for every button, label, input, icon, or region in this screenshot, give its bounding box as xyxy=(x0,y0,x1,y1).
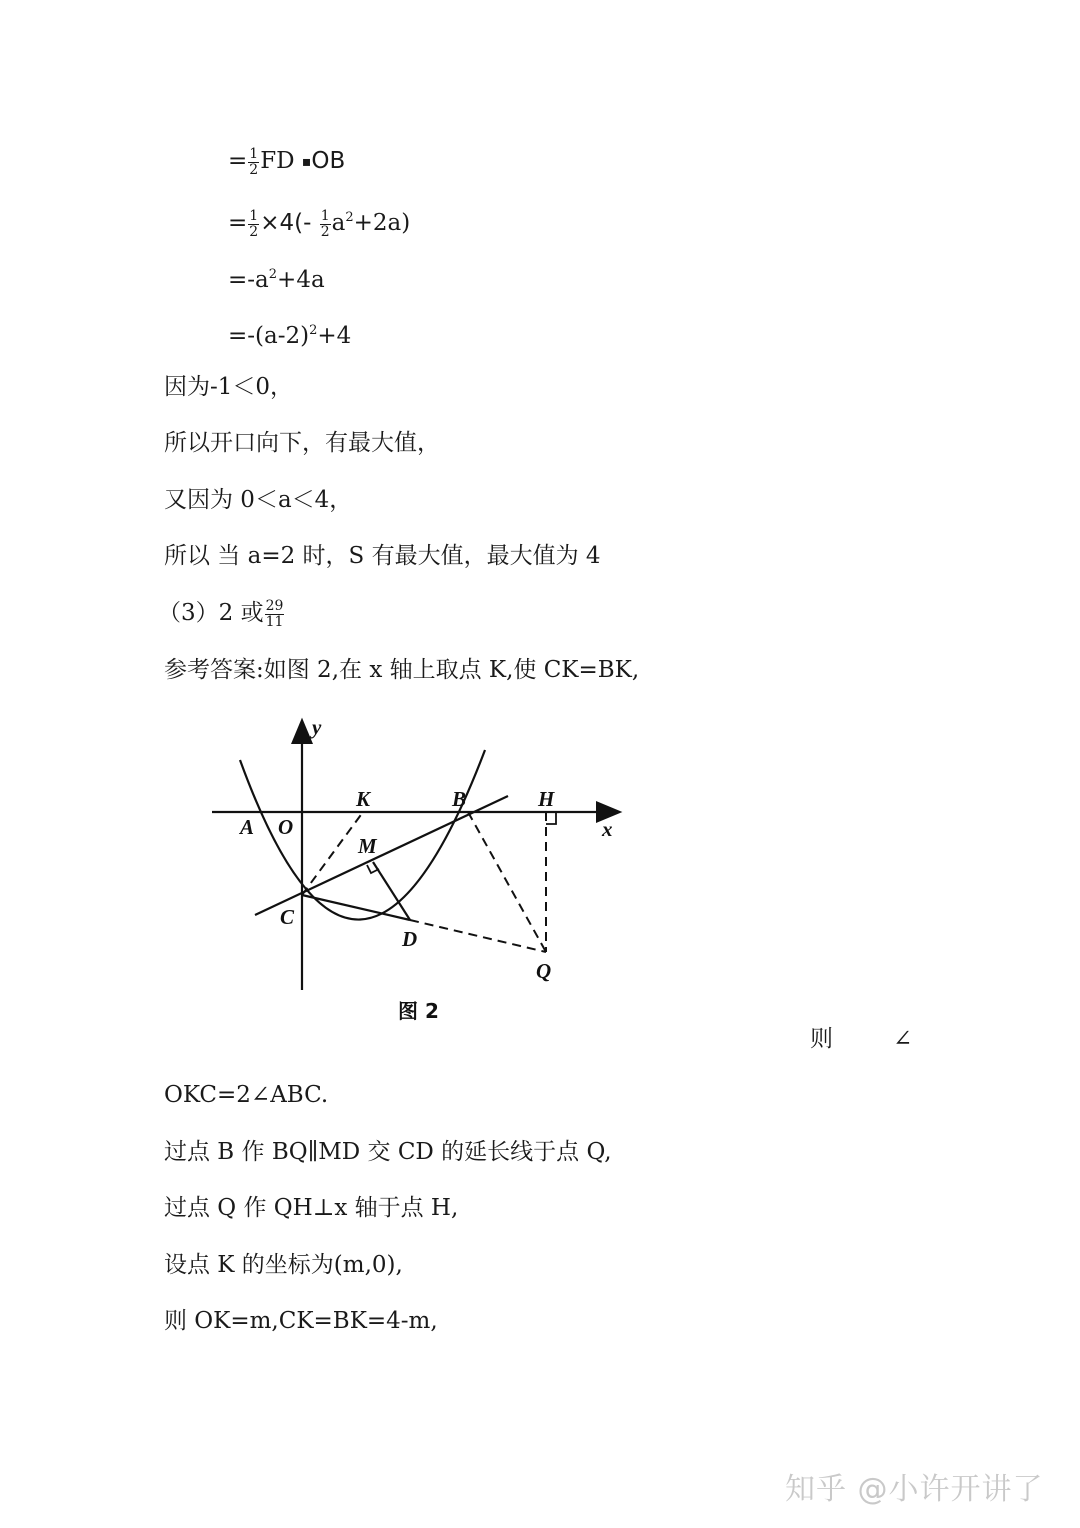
line-cd xyxy=(302,895,410,920)
term-tail: +2a) xyxy=(353,210,411,236)
text-ze: 则 xyxy=(810,1026,833,1052)
right-angle-h xyxy=(546,812,556,824)
text-line-14: 设点 K 的坐标为(m,0), xyxy=(164,1252,403,1278)
term-ob: OB xyxy=(311,148,346,174)
dashed-dq xyxy=(410,920,546,952)
label-q: Q xyxy=(536,959,552,983)
math-line-4: $=-(a-2)^2+4$ xyxy=(228,323,352,349)
times-four: ×4(- xyxy=(260,210,312,236)
equals-sign: = xyxy=(228,210,248,236)
text-line-13: 过点 Q 作 QH⊥x 轴于点 H, xyxy=(164,1195,459,1221)
label-h: H xyxy=(538,787,555,811)
fraction-half: $\frac{1}{2}$ xyxy=(320,207,330,240)
math-line-2 xyxy=(228,203,410,240)
label-b: B xyxy=(452,787,467,811)
label-k: K xyxy=(356,787,371,811)
reference-answer-line: 参考答案:如图 2,在 x 轴上取点 K,使 CK=BK, xyxy=(164,657,640,683)
text-line-12: 过点 B 作 BQ∥MD 交 CD 的延长线于点 Q, xyxy=(164,1139,612,1165)
figure-2-diagram xyxy=(200,712,640,1032)
exponent: 2 xyxy=(309,323,318,338)
dashed-bq xyxy=(468,812,546,952)
figure-caption: 图 2 xyxy=(398,999,439,1023)
math-line-3: $=-a^2+4a$ xyxy=(228,267,325,293)
label-o: O xyxy=(278,815,294,839)
label-x: x xyxy=(602,817,613,841)
term-a: a xyxy=(331,210,346,236)
label-m: M xyxy=(358,834,377,858)
exponent: 2 xyxy=(345,210,354,225)
right-angle-m xyxy=(367,865,379,873)
text-line-8: 所以 当 a=2 时，S 有最大值，最大值为 4 xyxy=(164,543,601,569)
label-y: y xyxy=(312,715,322,739)
fraction-half: $\frac{1}{2}$ xyxy=(249,207,259,240)
label-c: C xyxy=(280,905,295,929)
label-a: A xyxy=(240,815,255,839)
dashed-ck xyxy=(302,812,363,895)
exponent: 2 xyxy=(268,267,278,282)
multiply-dot: ▪ xyxy=(301,154,312,170)
segment-md xyxy=(373,862,410,920)
equals-sign: = xyxy=(228,148,248,174)
text-line-6: 所以开口向下，有最大值， xyxy=(164,430,440,456)
fraction-half: $\frac{1}{2}$ xyxy=(249,145,259,178)
term-fd: FD xyxy=(260,148,295,174)
fraction-29-11: $\frac{29}{11}$ xyxy=(265,597,284,630)
label-d: D xyxy=(402,927,418,951)
text-line-5: 因为-1＜0， xyxy=(164,374,294,400)
text-line-11: OKC=2∠ABC. xyxy=(164,1082,329,1108)
text-line-7: 又因为 0＜a＜4， xyxy=(164,487,353,513)
math-line-1 xyxy=(228,146,345,178)
text-line-15: 则 OK=m,CK=BK=4-m, xyxy=(164,1308,438,1334)
angle-symbol: ∠ xyxy=(893,1026,913,1052)
answer-part-3: （3）2 或 $\frac{29}{11}$ xyxy=(158,597,284,630)
zhihu-watermark: 知乎 @小许开讲了 xyxy=(785,1472,1044,1507)
